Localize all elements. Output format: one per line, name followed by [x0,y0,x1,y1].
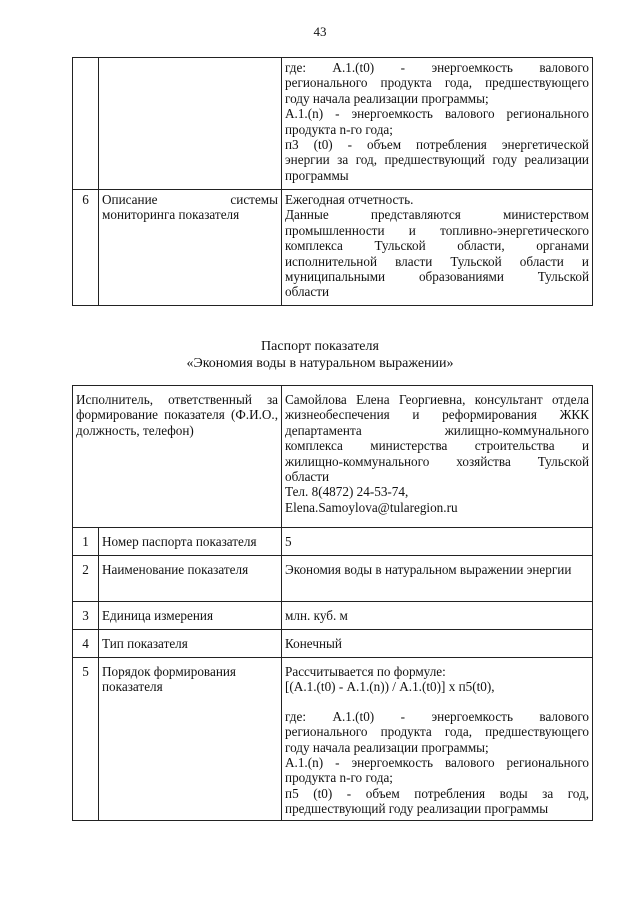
text-line: продукта n-го года; [285,770,393,786]
text-line: регионального продукта года, предшествующего [285,724,590,740]
text-line: комплекса министерства строительства и [285,438,590,454]
row-label-cell [99,58,282,190]
text-line: департамента жилищно-коммунального [285,422,590,438]
table-row [73,658,593,821]
text-line: году начала реализации программы; [285,739,489,755]
executor-details-cell [282,386,593,528]
row-number: 2 [73,556,99,602]
text-line: регионального продукта года, предшествующего [285,75,589,91]
row-number: 5 [73,658,99,821]
row-label: Тип показателя [99,630,282,658]
spacer [285,695,589,709]
row-value: млн. куб. м [282,602,593,630]
row-value: Конечный [282,630,593,658]
row-number: 3 [73,602,99,630]
formula-explanation-cell [282,58,593,190]
table-row [73,190,593,306]
phone-line: Тел. 8(4872) 24-53-74, [285,484,409,500]
table-row [73,386,593,528]
passport-table [72,385,593,821]
row-number: 1 [73,528,99,556]
formula-cell [282,658,593,821]
page-number: 43 [313,24,327,39]
text-line: жилищно-коммунального хозяйства Тульской [285,453,590,469]
text-line: А.1.(n) - энергоемкость валового регионального [285,106,589,122]
row-value: Экономия воды в натуральном выражении энергии [282,556,593,602]
text-line: энергии за год, предшествующий году реализации [285,152,589,168]
text-line: Данные представляются министерством [285,207,589,223]
text-line: исполнительной власти Тульской области и [285,253,589,269]
row-label: Единица измерения [99,602,282,630]
passport-title-line2: «Экономия воды в натуральном выражении» [186,356,454,371]
row-label: Порядок формирования показателя [99,658,282,821]
table-row [73,58,593,190]
table-row [73,528,593,556]
text-line: комплекса Тульской области, органами [285,238,589,254]
text-line: А.1.(n) - энергоемкость валового регионального [285,755,590,771]
row-value: 5 [282,528,593,556]
formula: [(А.1.(t0) - А.1.(n)) / А.1.(t0)] х п5(t0), [285,679,495,695]
row-label: Описание системы мониторинга показателя [99,190,282,306]
executor-label: Исполнитель, ответственный за формирование показателя (Ф.И.О., должность, телефон) [73,386,282,528]
row-label: Наименование показателя [99,556,282,602]
text-line: Самойлова Елена Георгиевна, консультант отдела [285,392,590,407]
text-line: области [285,469,330,485]
text-line: промышленности и топливно-энергетического [285,222,589,238]
text-line: п3 (t0) - объем потребления энергетической [285,137,589,153]
text-line: области [285,284,330,300]
text-line: п5 (t0) - объем потребления воды за год, [285,785,590,801]
text-line: программы [285,167,349,183]
indicator-table-continued [72,57,593,306]
formula-intro: Рассчитывается по формуле: [285,664,446,679]
text-line: где: А.1.(t0) - энергоемкость валового [285,708,590,724]
table-row [73,630,593,658]
passport-title-line1: Паспорт показателя [261,339,379,354]
monitoring-description-cell [282,190,593,306]
text-line: жизнеобеспечения и реформирования ЖКК [285,407,590,423]
row-label: Номер паспорта показателя [99,528,282,556]
row-number: 6 [73,190,99,306]
row-number-cell [73,58,99,190]
table-row [73,556,593,602]
row-number: 4 [73,630,99,658]
text-line: году начала реализации программы; [285,90,489,106]
text-line: муниципальными образованиями Тульской [285,269,589,285]
text-line: предшествующий году реализации программы [285,801,549,817]
text-line: продукта n-го года; [285,121,393,137]
text-line: где: А.1.(t0) - энергоемкость валового [285,60,589,75]
email-line: Elena.Samoylova@tularegion.ru [285,499,458,515]
passport-title [0,338,640,372]
table-row [73,602,593,630]
text-line: Ежегодная отчетность. [285,192,414,207]
